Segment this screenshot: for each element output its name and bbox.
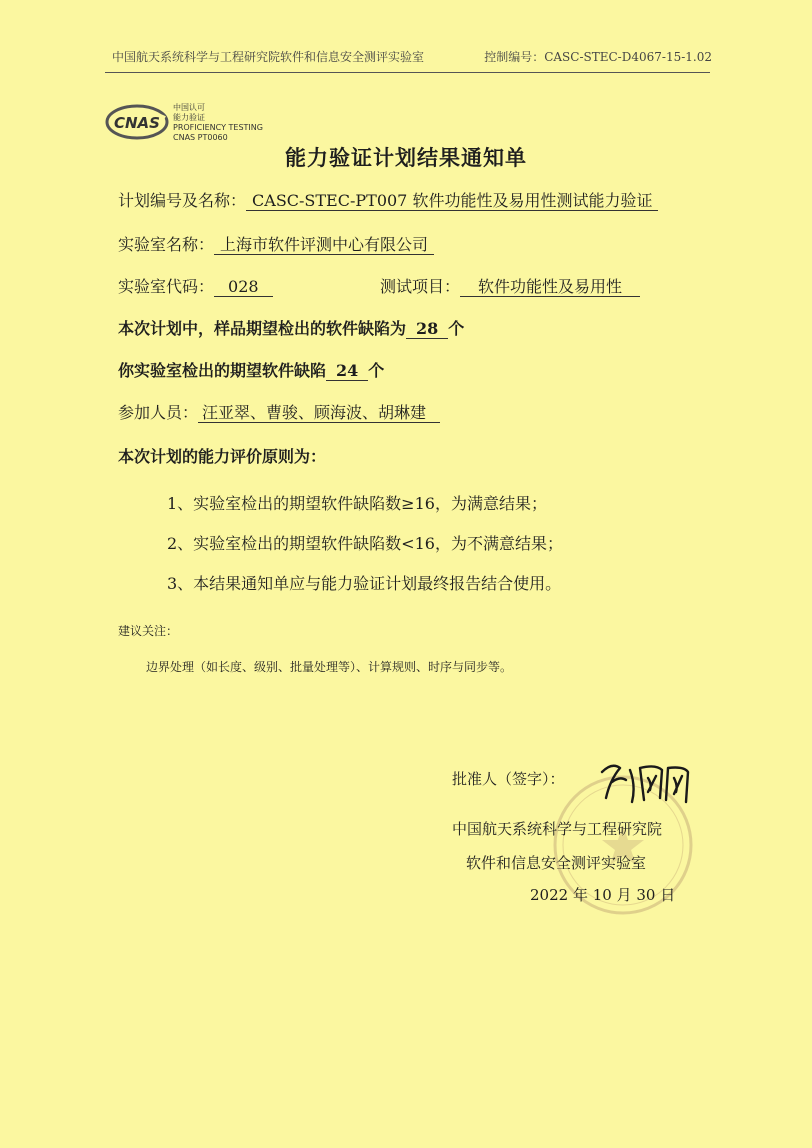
principle-item: 3、本结果通知单应与能力验证计划最终报告结合使用。	[167, 574, 562, 593]
approver-label: 批准人（签字）：	[452, 770, 565, 788]
participants-row	[118, 400, 440, 423]
lab-name-label: 实验室名称：	[118, 235, 215, 254]
header-rule	[105, 72, 710, 73]
cnas-logo-icon	[105, 102, 169, 142]
principle-item: 2、实验室检出的期望软件缺陷数<16，为不满意结果；	[167, 534, 563, 553]
lab-name-value: 上海市软件评测中心有限公司	[214, 237, 434, 255]
plan-row	[118, 188, 658, 211]
plan-value: CASC-STEC-PT007 软件功能性及易用性测试能力验证	[246, 193, 658, 211]
suggestion-text: 边界处理（如长度、级别、批量处理等）、计算规则、时序与同步等。	[146, 660, 513, 674]
detected-prefix: 你实验室检出的期望软件缺陷	[118, 361, 327, 380]
approver-signature	[596, 758, 696, 808]
detected-defects-row	[118, 358, 384, 381]
lab-name-row	[118, 232, 434, 255]
expected-prefix: 本次计划中，样品期望检出的软件缺陷为	[118, 319, 407, 338]
signing-date: 2022 年 10 月 30 日	[530, 886, 676, 904]
signing-org-line1: 中国航天系统科学与工程研究院	[452, 820, 663, 838]
detected-value: 24	[326, 363, 368, 381]
page-header	[112, 48, 712, 65]
participants-value: 汪亚翠、曹骏、顾海波、胡琳建	[198, 405, 440, 423]
lab-code-row	[118, 274, 273, 297]
detected-suffix: 个	[368, 361, 385, 380]
test-item-value: 软件功能性及易用性	[460, 279, 640, 297]
expected-defects-row	[118, 316, 464, 339]
principle-item: 1、实验室检出的期望软件缺陷数≥16，为满意结果；	[167, 494, 547, 513]
principles-heading: 本次计划的能力评价原则为：	[118, 447, 327, 466]
participants-label: 参加人员：	[118, 403, 199, 422]
test-item-label: 测试项目：	[380, 277, 461, 296]
test-item-row	[380, 274, 640, 297]
cnas-mark-text: CNAS	[114, 114, 160, 132]
expected-value: 28	[406, 321, 448, 339]
logo-line: 能力验证	[173, 113, 205, 122]
lab-code-value: 028	[214, 279, 273, 297]
expected-suffix: 个	[448, 319, 465, 338]
lab-code-label: 实验室代码：	[118, 277, 215, 296]
plan-label: 计划编号及名称：	[118, 191, 247, 210]
logo-line: CNAS PT0060	[173, 133, 228, 142]
signing-org-line2: 软件和信息安全测评实验室	[466, 854, 647, 872]
suggestion-label: 建议关注：	[118, 624, 179, 638]
cnas-logo-text	[173, 103, 263, 143]
document-title: 能力验证计划结果通知单	[285, 145, 527, 170]
logo-line: 中国认可	[173, 103, 205, 112]
logo-line: PROFICIENCY TESTING	[173, 123, 263, 132]
header-org: 中国航天系统科学与工程研究院软件和信息安全测评实验室	[112, 50, 425, 64]
header-control-no: 控制编号：CASC-STEC-D4067-15-1.02	[484, 50, 712, 64]
